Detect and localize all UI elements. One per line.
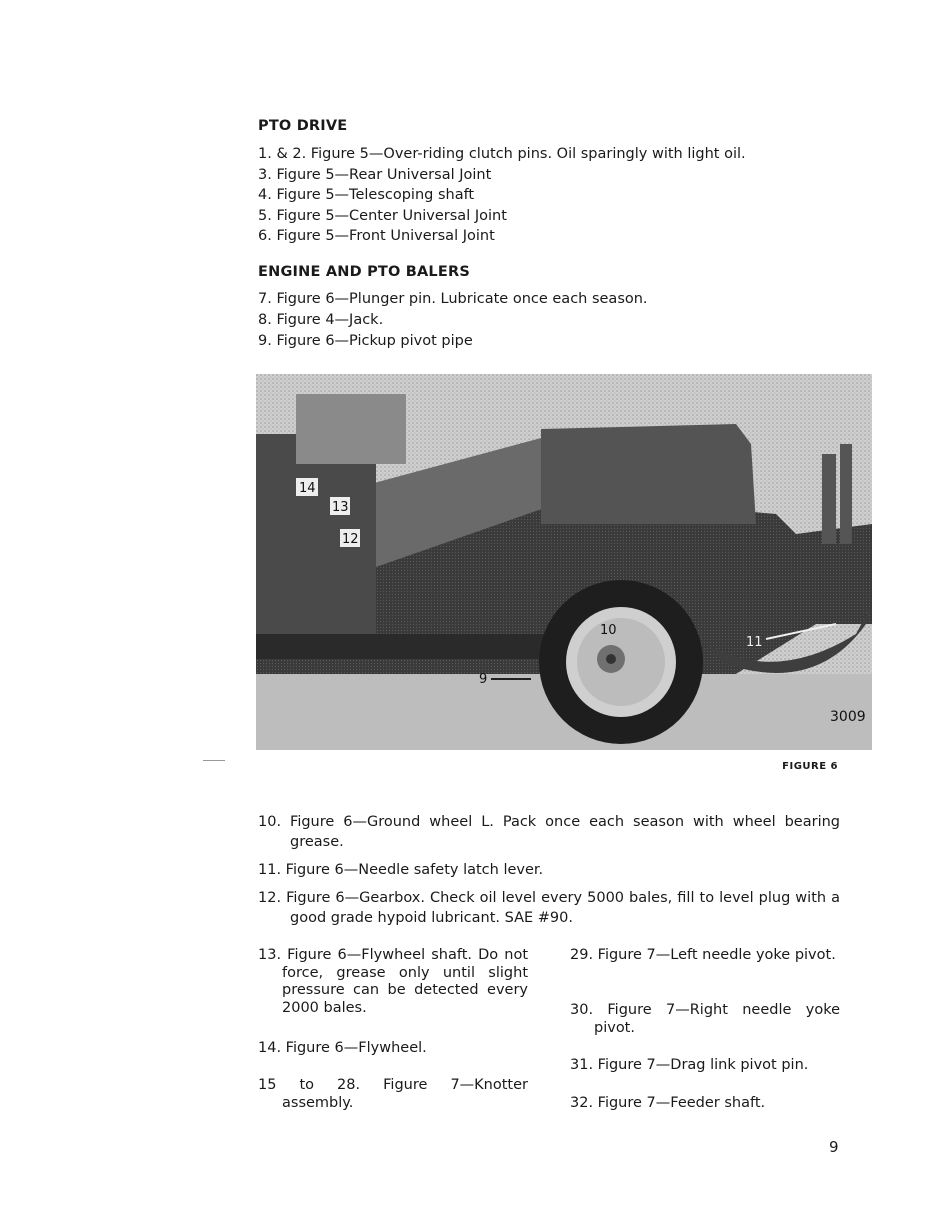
callout-label: 14 — [299, 481, 316, 496]
list-item: 8. Figure 4—Jack. — [258, 312, 384, 328]
list-item: 32. Figure 7—Feeder shaft. — [570, 1095, 766, 1111]
section-heading-engine-pto: ENGINE AND PTO BALERS — [258, 264, 470, 280]
list-item: 29. Figure 7—Left needle yoke pivot. — [570, 947, 836, 963]
list-item: 31. Figure 7—Drag link pivot pin. — [570, 1057, 809, 1073]
list-item: 12. Figure 6—Gearbox. Check oil level every 5000 bales, fill to level plug with a good grade hypoid lubricant. SAE #90. — [258, 890, 840, 926]
list-item: 3. Figure 5—Rear Universal Joint — [258, 167, 492, 183]
list-item: 15 to 28. Figure 7—Knotter assembly. — [258, 1077, 528, 1111]
list-item: 5. Figure 5—Center Universal Joint — [258, 208, 507, 224]
list-item: 14. Figure 6—Flywheel. — [258, 1040, 427, 1056]
callout-label: 9 — [479, 672, 488, 687]
list-item: 10. Figure 6—Ground wheel L. Pack once each season with wheel bearing grease. — [258, 814, 840, 850]
section-heading-pto-drive: PTO DRIVE — [258, 118, 348, 134]
scan-mark — [203, 760, 225, 761]
callout-label: 12 — [342, 532, 359, 547]
list-item: 9. Figure 6—Pickup pivot pipe — [258, 333, 473, 349]
list-item: 30. Figure 7—Right needle yoke pivot. — [570, 1002, 840, 1036]
list-item: 6. Figure 5—Front Universal Joint — [258, 228, 495, 244]
callout-label: 11 — [746, 635, 763, 650]
list-item: 1. & 2. Figure 5—Over-riding clutch pins. Oil sparingly with light oil. — [258, 146, 746, 162]
list-item: 4. Figure 5—Telescoping shaft — [258, 187, 475, 203]
page-number: 9 — [829, 1138, 839, 1156]
figure-caption: FIGURE 6 — [782, 761, 838, 772]
callout-label: 10 — [600, 623, 617, 638]
photo-number: 3009 — [830, 709, 866, 725]
list-item: 11. Figure 6—Needle safety latch lever. — [258, 862, 544, 878]
list-item: 7. Figure 6—Plunger pin. Lubricate once each season. — [258, 291, 648, 307]
callout-label: 13 — [332, 500, 349, 515]
baler-photo — [256, 374, 872, 750]
list-item: 13. Figure 6—Flywheel shaft. Do not force, grease only until slight pressure can be detected every 2000 bales. — [258, 947, 528, 1016]
